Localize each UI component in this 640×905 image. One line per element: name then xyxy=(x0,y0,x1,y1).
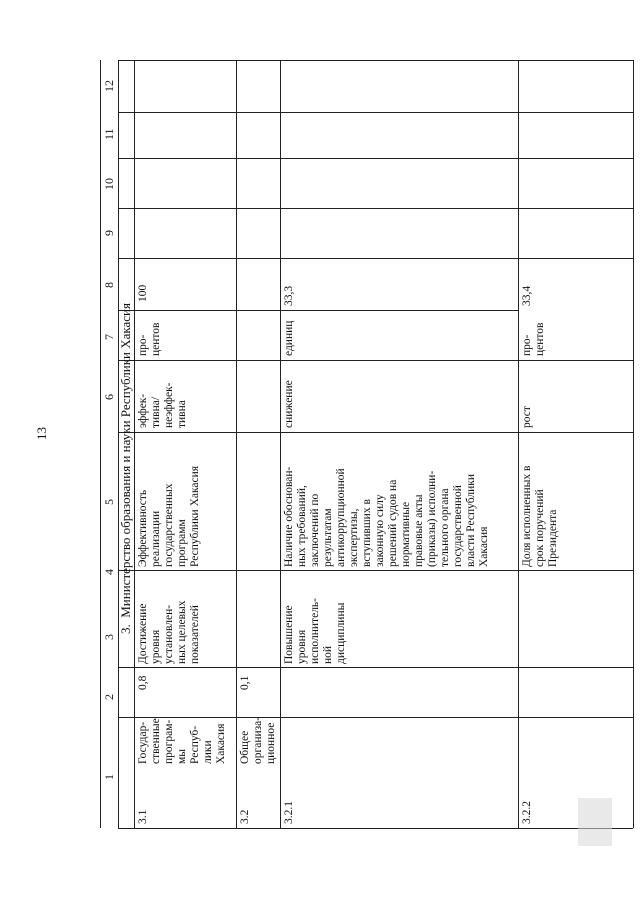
program-name: Государ- ственные програм- мы Респуб- лики Хакасия xyxy=(137,718,227,764)
row-number: 3.2 xyxy=(239,809,251,824)
column-number: 6 xyxy=(102,394,116,400)
table-rule xyxy=(118,158,633,159)
scan-artifact xyxy=(578,798,612,846)
column-number: 11 xyxy=(102,128,116,140)
indicator: Доля исполненных в срок поручений Президента xyxy=(521,465,559,567)
column-number: 8 xyxy=(102,282,116,288)
table-rule xyxy=(118,208,633,209)
target-value: 100 xyxy=(137,284,149,302)
criterion: Достижение уровня установлен- ных целевых показателей xyxy=(137,600,201,664)
table-rule xyxy=(118,667,633,668)
table-rule xyxy=(236,60,237,828)
column-number: 10 xyxy=(102,178,116,190)
page-number: 13 xyxy=(34,427,49,440)
table-rule xyxy=(118,432,633,433)
column-number: 2 xyxy=(102,694,116,700)
row-number: 3.1 xyxy=(137,809,149,824)
column-number: 5 xyxy=(102,499,116,505)
table-rule xyxy=(118,310,518,311)
column-number: 3 xyxy=(102,634,116,640)
column-number: 1 xyxy=(102,774,116,780)
table-rule xyxy=(118,360,633,361)
table-rule xyxy=(518,60,519,828)
table-rule xyxy=(118,570,633,571)
row-number: 3.2.2 xyxy=(521,801,533,824)
row-number: 3.2.1 xyxy=(283,801,295,824)
table-rule xyxy=(118,828,633,829)
weight-value: 0,1 xyxy=(239,675,251,690)
target-value: 33,4 xyxy=(521,285,533,306)
target-value: 33,3 xyxy=(283,285,295,306)
indicator: Эффективность реализации государственных программ Республики Хакасия xyxy=(137,465,201,567)
indicator-direction: снижение xyxy=(283,380,295,428)
column-number: 9 xyxy=(102,230,116,236)
section-title: 3. Министерство образования и науки Республики Хакасия xyxy=(118,303,133,634)
indicator-direction: эффек- тивна/ неэффек- тивна xyxy=(137,382,188,428)
weight-value: 0,8 xyxy=(137,675,149,690)
table-rule xyxy=(134,60,135,828)
table-rule xyxy=(118,112,633,113)
table-rule xyxy=(100,60,101,828)
table-rule xyxy=(280,60,281,828)
column-number: 12 xyxy=(102,80,116,92)
indicator-direction: рост xyxy=(521,406,533,428)
criterion: Повышение уровня исполнитель- ной дисциплины xyxy=(283,597,347,664)
table-rule xyxy=(118,258,633,259)
column-number: 4 xyxy=(102,569,116,575)
program-name: Общее организа- ционное xyxy=(239,716,277,764)
column-number: 7 xyxy=(102,334,116,340)
unit: про- центов xyxy=(137,322,162,356)
unit: единиц xyxy=(283,320,295,356)
table-rule xyxy=(118,60,633,61)
indicator: Наличие обоснован- ных требований, заключений по результатам антикоррупционной экспертизы, вступивших в законную силу решений судов на нормативные правовые акты (приказы) исполни- тельного органа государственной власти Республики Хакасия xyxy=(283,466,490,567)
table-rule xyxy=(633,60,634,828)
unit: про- центов xyxy=(521,322,546,356)
